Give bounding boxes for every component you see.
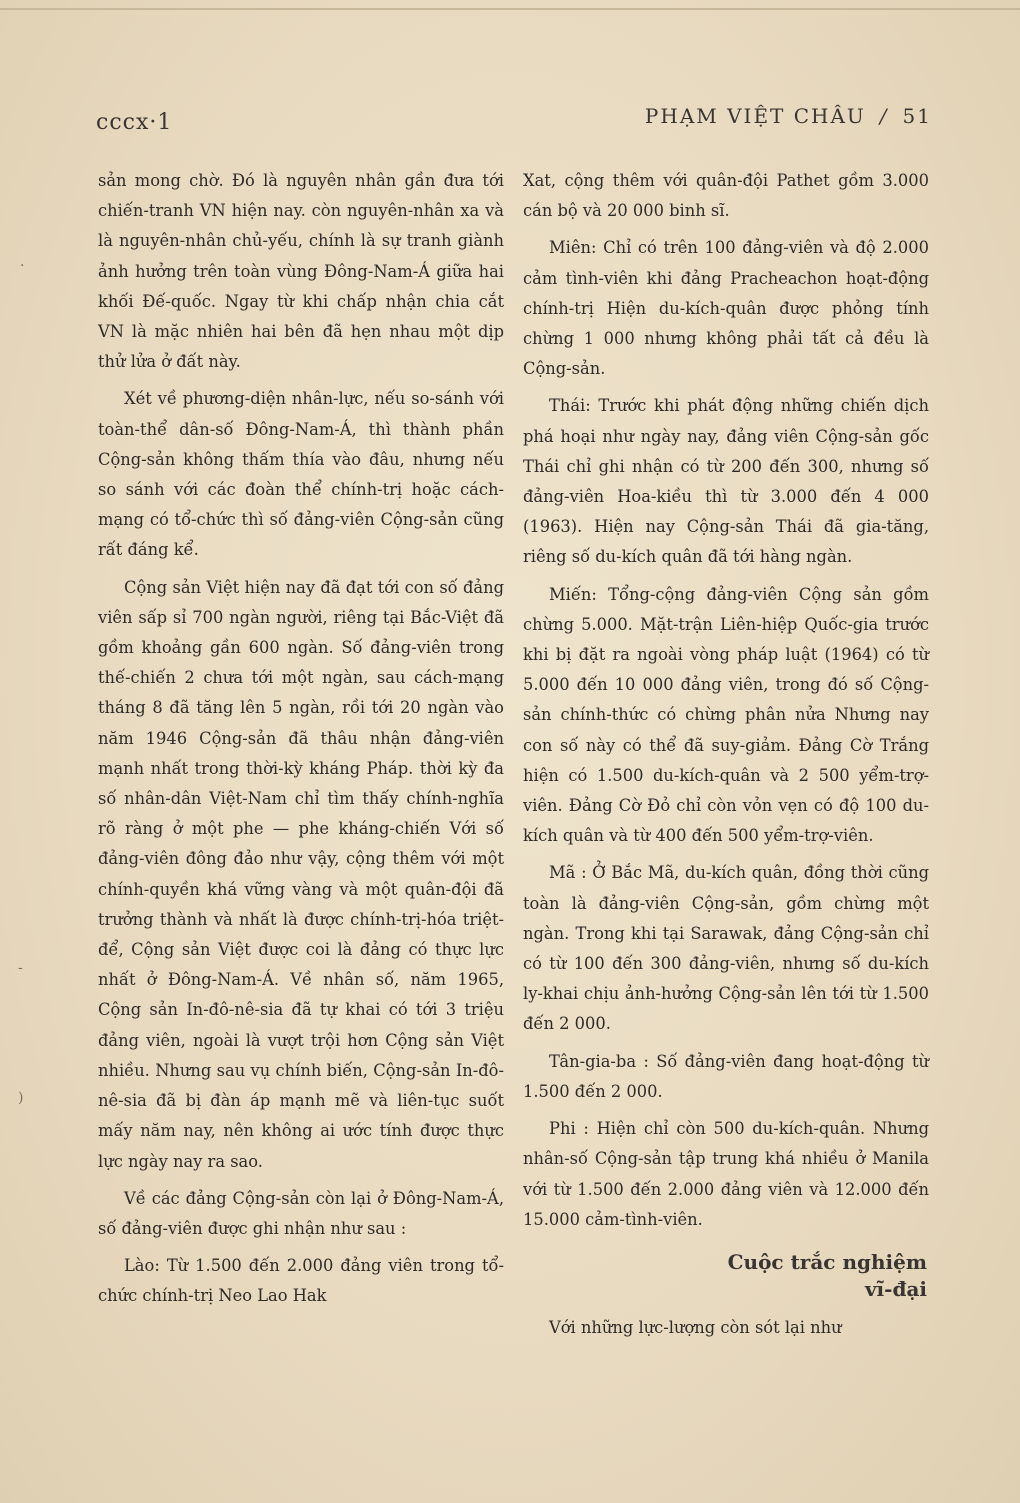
paragraph: Xat, cộng thêm với quân-đội Pathet gồm 3.000 cán bộ và 20 000 binh sĩ. bbox=[523, 171, 929, 221]
paragraph: Cộng sản Việt hiện nay đã đạt tới con số đảng viên sấp sỉ 700 ngàn người, riêng tại Bắc-Việt đã gồm khoảng gần 600 ngàn. Số đảng-viên trong thế-chiến 2 chưa tới một ngàn, sau cách-mạng tháng 8 đã tăng lên 5 ngàn, rồi tới 20 ngàn vào năm 1946 Cộng-sản đã thâu nhận đảng-viên mạnh nhất trong thời-kỳ kháng Pháp. thời kỳ đa số nhân-dân Việt-Nam chỉ tìm thấy chính-nghĩa rõ ràng ở một phe — phe kháng-chiến Với số đảng-viên đông đảo như vậy, cộng thêm với một chính-quyền khá vững vàng và một quân-đội đã trưởng thành và nhất là được chính-trị-hóa triệt-để, Cộng sản Việt được coi là đảng có thực lực nhất ở Đông-Nam-Á. Về nhân số, năm 1965, Cộng sản In-đô-nê-sia đã tự khai có tới 3 triệu đảng viên, ngoài là vượt trội hơn Cộng sản Việt nhiều. Nhưng sau vụ chính biến, Cộng-sản In-đô-nê-sia đã bị đàn áp mạnh mẽ và liên-tục suốt mấy năm nay, nên không ai ước tính được thực lực ngày nay ra sao. bbox=[98, 577, 504, 1171]
header-left-code: cccx·1 bbox=[96, 110, 173, 135]
paragraph: Phi : Hiện chỉ còn 500 du-kích-quân. Nhưng nhân-số Cộng-sản tập trung khá nhiều ở Manila với từ 1.500 đến 2.000 đảng viên và 12.000 đến 15.000 cảm-tình-viên. bbox=[523, 1119, 929, 1229]
paragraph: Xét về phương-diện nhân-lực, nếu so-sánh với toàn-thể dân-số Đông-Nam-Á, thì thành phần Cộng-sản không thấm thía vào đâu, nhưng nếu so sánh với các đoàn thể chính-trị hoặc cách-mạng có tổ-chức thì số đảng-viên Cộng-sản cũng rất đáng kể. bbox=[98, 389, 504, 560]
margin-speck: · bbox=[20, 258, 25, 274]
margin-speck: - bbox=[18, 960, 23, 976]
author-name: PHẠM VIỆT CHÂU bbox=[644, 104, 866, 128]
right-column bbox=[523, 166, 929, 1350]
section-heading-line: vĩ-đại bbox=[864, 1276, 927, 1301]
section-heading bbox=[523, 1249, 927, 1303]
margin-speck: ) bbox=[18, 1090, 24, 1106]
paragraph: Miên: Chỉ có trên 100 đảng-viên và độ 2.000 cảm tình-viên khi đảng Pracheachon hoạt-động chính-trị Hiện du-kích-quân được phỏng tính chừng 1 000 nhưng không phải tất cả đều là Cộng-sản. bbox=[523, 238, 929, 379]
paragraph: Mã : Ở Bắc Mã, du-kích quân, đồng thời cũng toàn là đảng-viên Cộng-sản, gồm chừng một ngàn. Trong khi tại Sarawak, đảng Cộng-sản chỉ có từ 100 đến 300 đảng-viên, nhưng số du-kích ly-khai chịu ảnh-hưởng Cộng-sản lên tới từ 1.500 đến 2 000. bbox=[523, 863, 929, 1034]
top-edge-line bbox=[0, 8, 1020, 10]
paragraph: Về các đảng Cộng-sản còn lại ở Đông-Nam-Á, số đảng-viên được ghi nhận như sau : bbox=[98, 1188, 504, 1238]
paragraph: Lào: Từ 1.500 đến 2.000 đảng viên trong tổ-chức chính-trị Neo Lao Hak bbox=[98, 1256, 504, 1306]
paragraph: Với những lực-lượng còn sót lại như bbox=[549, 1317, 842, 1337]
paragraph: sản mong chờ. Đó là nguyên nhân gần đưa tới chiến-tranh VN hiện nay. còn nguyên-nhân xa và là nguyên-nhân chủ-yếu, chính là sự tranh giành ảnh hưởng trên toàn vùng Đông-Nam-Á giữa hai khối Đế-quốc. Ngay từ khi chấp nhận chia cắt VN là mặc nhiên hai bên đã hẹn nhau một dịp thử lửa ở đất này. bbox=[98, 171, 504, 372]
page-number: 51 bbox=[902, 104, 932, 128]
running-header bbox=[645, 104, 932, 128]
left-column bbox=[98, 166, 504, 1319]
header-separator: / bbox=[879, 104, 889, 128]
paragraph: Thái: Trước khi phát động những chiến dịch phá hoại như ngày nay, đảng viên Cộng-sản gốc Thái chỉ ghi nhận có từ 200 đến 300, nhưng số đảng-viên Hoa-kiều thì từ 3.000 đến 4 000 (1963). Hiện nay Cộng-sản Thái đã gia-tăng, riêng số du-kích quân đã tới hàng ngàn. bbox=[523, 396, 929, 567]
paragraph: Tân-gia-ba : Số đảng-viên đang hoạt-động từ 1.500 đến 2 000. bbox=[523, 1051, 929, 1101]
paragraph: Miến: Tổng-cộng đảng-viên Cộng sản gồm chừng 5.000. Mặt-trận Liên-hiệp Quốc-gia trước khi bị đặt ra ngoài vòng pháp luật (1964) có từ 5.000 đến 10 000 đảng viên, trong đó số Cộng-sản chính-thức có chừng phân nửa Nhưng nay con số này có thể đã suy-giảm. Đảng Cờ Trắng hiện có 1.500 du-kích-quân và 2 500 yểm-trợ-viên. Đảng Cờ Đỏ chỉ còn vỏn vẹn có độ 100 du-kích quân và từ 400 đến 500 yểm-trợ-viên. bbox=[523, 584, 929, 846]
section-heading-line: Cuộc trắc nghiệm bbox=[727, 1249, 927, 1274]
